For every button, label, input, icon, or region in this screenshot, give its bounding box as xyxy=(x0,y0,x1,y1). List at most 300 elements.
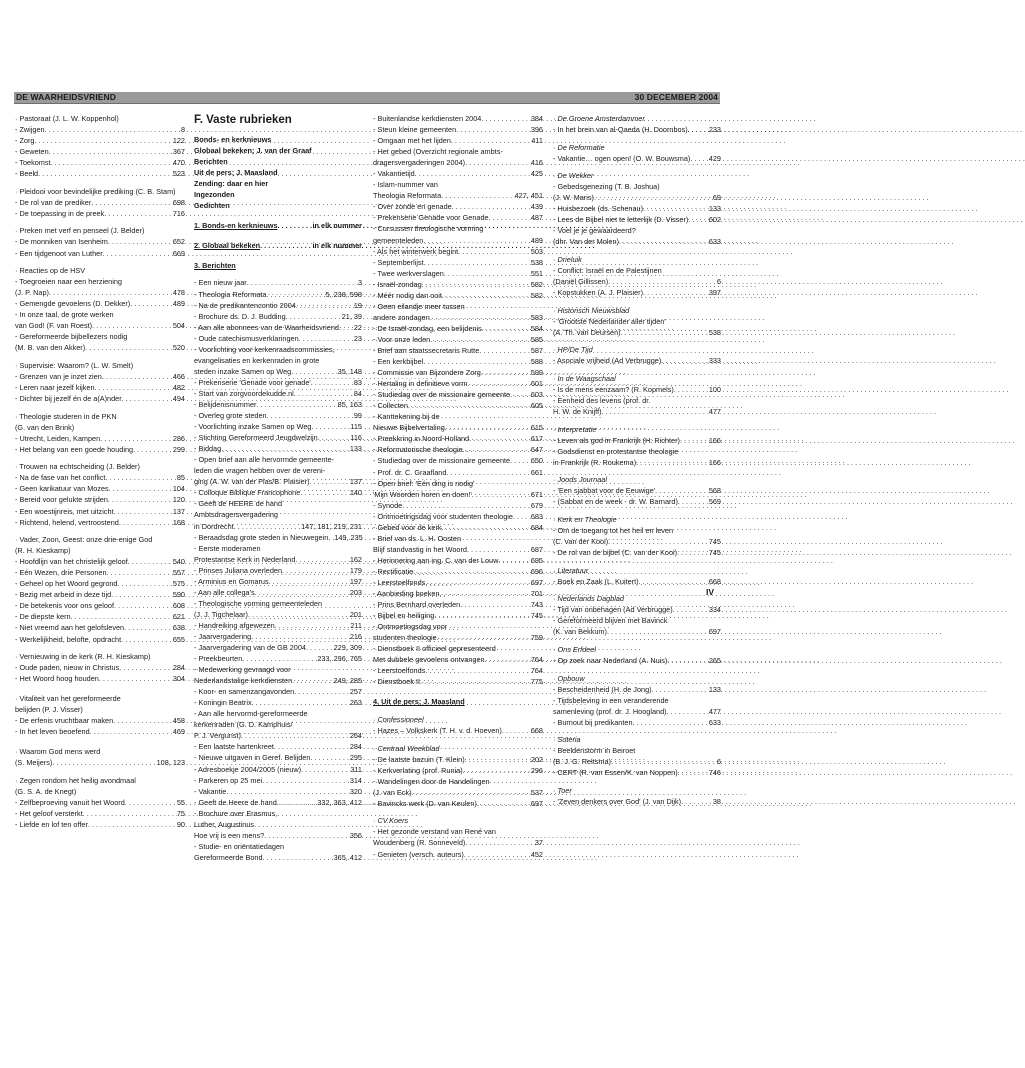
index-line: - Tijdsbeleving in een veranderende xyxy=(553,695,669,705)
index-entry xyxy=(15,124,185,135)
entry-page-ref: 411 xyxy=(531,136,543,146)
entry-title: - Overleg grote steden xyxy=(194,411,267,421)
index-line: - Kanttekening bij de xyxy=(373,412,440,422)
entry-page-ref: 601 xyxy=(530,379,543,389)
entry-page-ref: 478 xyxy=(172,288,185,298)
index-entry xyxy=(373,632,543,643)
series-heading: · Supervisie: Waarom? (L. W. Smelt) xyxy=(15,360,134,370)
source-heading: · De Wekker xyxy=(553,171,594,181)
dot-leader xyxy=(119,517,173,528)
entry-page-ref: 745 xyxy=(708,537,721,547)
index-entry xyxy=(553,384,721,395)
dot-leader xyxy=(275,620,351,631)
entry-title: - Lees de Bijbel niet te letterlijk (D. Visser) xyxy=(553,215,689,225)
index-entry xyxy=(373,257,543,268)
index-entry xyxy=(373,345,543,356)
index-line: evangelisaties en kerkenraden in grote xyxy=(194,355,320,365)
entry-page-ref: 697 xyxy=(708,627,721,637)
dot-leader xyxy=(274,741,350,752)
index-entry xyxy=(373,599,543,610)
entry-page-ref: 638 xyxy=(172,623,185,633)
entry-page-ref: 249, 285 xyxy=(333,676,362,686)
dot-leader xyxy=(423,235,531,246)
dot-leader xyxy=(513,511,531,522)
entry-page-ref: 108, 123 xyxy=(156,758,185,768)
dot-leader xyxy=(121,634,173,645)
dot-leader xyxy=(458,246,531,257)
entry-page-ref: 233, 296, 765 xyxy=(317,654,362,664)
index-entry xyxy=(553,287,721,298)
dot-leader xyxy=(104,208,173,219)
index-line: - Gebedsgenezing (T. B. Joshua) xyxy=(553,182,660,192)
dot-leader xyxy=(412,787,531,798)
entry-page-ref: 697 xyxy=(530,577,543,587)
index-entry xyxy=(194,476,362,487)
dot-leader xyxy=(437,632,531,643)
entry-page-ref: 569 xyxy=(708,497,721,507)
entry-page-ref: 257 xyxy=(349,687,362,697)
dot-leader xyxy=(440,588,531,599)
index-entry xyxy=(194,289,362,300)
index-entry xyxy=(15,444,185,455)
entry-title: Hoe vrij is een mens? xyxy=(194,830,265,840)
index-entry xyxy=(15,634,185,645)
entry-title: - 'Zeven denkers over God' (J. van Dijk) xyxy=(553,796,682,806)
entry-page-ref: 602 xyxy=(708,215,721,225)
page-number: IV xyxy=(706,587,715,597)
index-entry xyxy=(373,577,543,588)
entry-page-ref: 311 xyxy=(350,764,362,774)
series-heading: · Zegen rondom het heilig avondmaal xyxy=(15,775,136,785)
dot-leader xyxy=(498,555,530,566)
entry-page-ref: 85 xyxy=(176,473,185,483)
entry-title: - Studiedag over de missionaire gemeente xyxy=(373,390,511,400)
dot-leader xyxy=(678,767,709,778)
series-heading: · Vitaliteit van het gereformeerde xyxy=(15,694,121,704)
entry-page-ref: 265 xyxy=(708,655,721,665)
dot-leader xyxy=(301,764,350,775)
index-line: - 'Grootste Nederlander aller tijden' xyxy=(553,316,666,326)
index-entry xyxy=(194,410,362,421)
entry-title: - Over zonde en genade xyxy=(373,202,452,212)
entry-page-ref: 584 xyxy=(530,323,543,333)
dot-leader xyxy=(460,599,531,610)
index-entry xyxy=(373,378,543,389)
dot-leader xyxy=(264,830,350,841)
entry-title: - Koningin Beatrix xyxy=(194,698,252,708)
entry-title: - Als het winterwerk begint xyxy=(373,246,459,256)
entry-title: - 'Een sjabbat voor de Eeuwige' xyxy=(553,486,656,496)
rubric-title: 4. Uit de pers; J. Maasland xyxy=(373,697,465,707)
entry-page-ref: 716 xyxy=(172,208,185,218)
entry-title: (S. Meijers) xyxy=(15,758,53,768)
entry-page-ref: 284 xyxy=(172,663,185,673)
entry-page-ref: 233 xyxy=(708,125,721,135)
entry-title: - Koor- en samenzangavonden xyxy=(194,687,295,697)
entry-page-ref: 520 xyxy=(172,343,185,353)
index-line: - Ontmoetingsdag voor xyxy=(373,622,448,632)
entry-title: - Niet vreemd aan het gelofsleven xyxy=(15,623,125,633)
index-entry xyxy=(194,388,362,399)
rubric-heading xyxy=(373,696,543,707)
index-entry xyxy=(194,697,362,708)
dot-leader xyxy=(643,287,709,298)
entry-title: P. J. Vergunst) xyxy=(194,731,241,741)
entry-title: van God! (F. van Roest) xyxy=(15,321,93,331)
entry-page-ref: 775 xyxy=(530,677,543,687)
index-entry xyxy=(373,511,543,522)
index-entry xyxy=(373,467,543,478)
dot-leader xyxy=(294,686,350,697)
entry-title: - Aanbieding boeken xyxy=(373,589,440,599)
dot-leader xyxy=(221,443,350,454)
dot-leader xyxy=(465,837,535,848)
series-heading: · Vernieuwing in de kerk (R. H. Kieskamp) xyxy=(15,652,151,662)
entry-title: - Richtend, helend, vertroostend xyxy=(15,517,119,527)
dot-leader xyxy=(242,653,317,664)
dot-leader xyxy=(103,248,173,259)
index-line: - Voorlichting voor kerkenraadscommissies, xyxy=(194,344,335,354)
index-entry xyxy=(373,676,543,687)
index-column-3 xyxy=(373,113,543,860)
index-entry xyxy=(15,578,185,589)
dot-leader xyxy=(38,168,173,179)
entry-title: - Méér nodig dan ooit xyxy=(373,290,442,300)
index-entry xyxy=(553,655,721,666)
entry-title: - Prekenserie 'Genade voor genade' xyxy=(194,377,311,387)
dot-leader xyxy=(102,371,173,382)
index-entry xyxy=(194,642,362,653)
dot-leader xyxy=(667,655,708,666)
index-entry xyxy=(194,240,362,251)
index-line: - Beeldenstorm in Beiroet xyxy=(553,746,636,756)
source-heading: · Confessioneel xyxy=(373,714,424,724)
entry-page-ref: 746 xyxy=(708,768,721,778)
dot-leader xyxy=(49,146,173,157)
entry-page-ref: 583 xyxy=(530,312,543,322)
dot-leader xyxy=(260,240,312,251)
entry-page-ref: 90 xyxy=(176,820,185,830)
entry-page-ref: 115 xyxy=(350,422,362,432)
entry-page-ref: 668 xyxy=(708,576,721,586)
entry-page-ref: 203 xyxy=(349,587,362,597)
index-entry xyxy=(15,819,185,830)
entry-title: (J. W. Maris) xyxy=(553,193,594,203)
index-entry xyxy=(194,775,362,786)
index-entry xyxy=(373,312,543,323)
index-entry xyxy=(553,406,721,417)
entry-page-ref: 743 xyxy=(530,600,543,610)
entry-title: - Burnout bij predikanten xyxy=(553,717,633,727)
dot-leader xyxy=(114,506,173,517)
dot-leader xyxy=(608,536,709,547)
index-entry xyxy=(194,631,362,642)
entry-title: - Jaarvergadering xyxy=(194,631,252,641)
entry-title: - Colloque Biblique Francophone xyxy=(194,488,301,498)
index-line: Ambtsdragersvergadering xyxy=(194,510,278,520)
dot-leader xyxy=(269,576,350,587)
index-line: Luther, Augustinus xyxy=(194,819,255,829)
entry-title: - Herinnering aan ing. C. van der Louw xyxy=(373,555,499,565)
dot-leader xyxy=(425,665,530,676)
entry-title: 1. Bonds-en kerknieuws xyxy=(194,220,278,230)
index-entry xyxy=(15,517,185,528)
entry-title: - CERT (R. van Essen/K. van Noppen) xyxy=(553,768,678,778)
dot-leader xyxy=(602,406,709,417)
entry-title: - De diepste kern xyxy=(15,612,71,622)
entry-title: - Genieten (versch. auteurs) xyxy=(373,849,464,859)
entry-title: - Prekenserie Genade voor Genade xyxy=(373,213,489,223)
entry-page-ref: 264 xyxy=(349,731,362,741)
entry-title: - Asociale vrijheid (Ad Verbrugge) xyxy=(553,356,662,366)
entry-title: - Kerkverlating (prof. Runia) xyxy=(373,765,463,775)
entry-title: - Zwijgen xyxy=(15,125,45,135)
entry-title: (M. B. van den Akker) xyxy=(15,343,86,353)
entry-title: - Gebed voor de kerk xyxy=(373,522,442,532)
entry-page-ref: 588 xyxy=(530,357,543,367)
entry-title: - Hoofdlijn van het christelijk geloof xyxy=(15,557,128,567)
index-entry xyxy=(194,852,362,863)
entry-page-ref: 286 xyxy=(172,433,185,443)
index-entry xyxy=(373,168,543,179)
entry-page-ref: 314 xyxy=(349,775,362,785)
index-entry xyxy=(194,786,362,797)
index-entry xyxy=(194,576,362,587)
entry-title: - Steun kleine gemeenten xyxy=(373,125,457,135)
dot-leader xyxy=(643,203,709,214)
dot-leader xyxy=(133,444,173,455)
index-entry xyxy=(194,620,362,631)
dot-leader xyxy=(681,796,713,807)
entry-page-ref: 365, 412 xyxy=(333,852,362,862)
entry-page-ref: 21, 39 xyxy=(341,311,362,321)
entry-title: (J. P. Nap) xyxy=(15,288,49,298)
entry-page-ref: 523 xyxy=(172,169,185,179)
index-entry xyxy=(373,849,543,860)
entry-title: - De rol van de prediker xyxy=(15,197,92,207)
entry-page-ref: 537 xyxy=(530,787,543,797)
dot-leader xyxy=(611,756,717,767)
index-entry xyxy=(373,610,543,621)
index-entry xyxy=(553,547,721,558)
series-heading: · Trouwen na echtscheiding (J. Belder) xyxy=(15,462,140,472)
entry-page-ref: 84 xyxy=(353,388,362,398)
entry-page-ref: 201 xyxy=(349,609,362,619)
dot-leader xyxy=(100,433,173,444)
series-heading: · Preken met verf en penseel (J. Belder) xyxy=(15,226,145,236)
entry-title: - Hertaling in definitieve vorm xyxy=(373,379,468,389)
index-entry xyxy=(553,706,721,717)
entry-page-ref: 697 xyxy=(530,798,543,808)
index-line: - Islam-nummer van xyxy=(373,180,438,190)
entry-page-ref: 6 xyxy=(716,757,721,767)
entry-page-ref: 202 xyxy=(530,754,543,764)
entry-title: - Voor onze leden xyxy=(373,334,431,344)
spacer xyxy=(15,684,185,693)
index-entry xyxy=(373,798,543,809)
entry-title: - Beeld xyxy=(15,169,39,179)
index-entry xyxy=(553,536,721,547)
index-entry xyxy=(15,248,185,259)
entry-title: in Frankrijk (R. Roukema) xyxy=(553,457,637,467)
entry-page-ref: 5, 238, 598 xyxy=(325,289,362,299)
entry-title: (dhr. Van der Molen) xyxy=(553,237,619,247)
index-entry xyxy=(15,715,185,726)
dot-leader xyxy=(633,717,709,728)
dot-leader xyxy=(678,496,709,507)
dot-leader xyxy=(621,327,709,338)
index-entry xyxy=(373,334,543,345)
index-entry xyxy=(194,322,362,333)
entry-page-ref: 661 xyxy=(530,467,543,477)
entry-page-ref: 504 xyxy=(172,321,185,331)
index-line: - Voel je je gewaardeerd? xyxy=(553,226,636,236)
entry-page-ref: 320 xyxy=(349,786,362,796)
index-entry xyxy=(194,797,362,808)
entry-page-ref: 489 xyxy=(172,299,185,309)
entry-page-ref: 166 xyxy=(708,435,721,445)
section-heading: F. Vaste rubrieken xyxy=(194,114,292,126)
entry-title: - Leren naar jezelf kijken xyxy=(15,383,95,393)
entry-title: 'Mijn Woorden horen en doen!' xyxy=(373,489,472,499)
dot-leader xyxy=(464,849,531,860)
entry-page-ref: 137 xyxy=(172,506,185,516)
index-entry xyxy=(373,190,543,201)
entry-page-ref: 55 xyxy=(176,798,185,808)
series-heading: · Reacties op de HSV xyxy=(15,266,86,276)
entry-page-ref: 263 xyxy=(349,698,362,708)
dot-leader xyxy=(639,576,709,587)
entry-title: Met dubbele gevoelens ontvangen xyxy=(373,655,485,665)
dot-leader xyxy=(296,300,354,311)
entry-title: - Grenzen van je inzet zien xyxy=(15,371,102,381)
entry-page-ref: 745 xyxy=(530,611,543,621)
dot-leader xyxy=(415,168,531,179)
index-entry xyxy=(15,483,185,494)
index-line: - Open brief: 'Eén ding is nodig' xyxy=(373,478,475,488)
dot-leader xyxy=(85,342,173,353)
spacer xyxy=(15,737,185,746)
dot-leader xyxy=(267,410,354,421)
dot-leader xyxy=(234,521,301,532)
entry-page-ref: 494 xyxy=(172,394,185,404)
entry-title: - Na de fase van het conflict xyxy=(15,473,106,483)
index-entry xyxy=(553,214,721,225)
index-entry xyxy=(373,522,543,533)
dot-leader xyxy=(422,279,531,290)
dot-leader xyxy=(107,567,173,578)
index-entry xyxy=(15,433,185,444)
index-entry xyxy=(373,588,543,599)
index-entry xyxy=(15,393,185,404)
index-entry xyxy=(194,366,362,377)
entry-title: steden inzake Samen op Weg xyxy=(194,366,292,376)
dot-leader xyxy=(477,798,531,809)
entry-page-ref: 416 xyxy=(530,158,543,168)
index-entry xyxy=(373,212,543,223)
entry-page-ref: 650 xyxy=(530,456,543,466)
entry-page-ref: 100 xyxy=(708,384,721,394)
entry-page-ref: 69 xyxy=(712,193,721,203)
entry-page-ref: 587 xyxy=(530,345,543,355)
index-entry xyxy=(373,400,543,411)
entry-title: - Oude paden, nieuw in Christus xyxy=(15,663,120,673)
entry-title: Nederlandstalige kerkdiensten xyxy=(194,676,293,686)
entry-page-ref: 621 xyxy=(172,612,185,622)
entry-page-ref: 701 xyxy=(530,589,543,599)
entry-title: (Daniël Gillissen) xyxy=(553,277,609,287)
dot-leader xyxy=(299,333,354,344)
entry-title: - Vakantietijd xyxy=(373,169,415,179)
rubric-title: 3. Berichten xyxy=(194,260,236,270)
entry-title: - Is de mens eenzaam? (R. Kopmels) xyxy=(553,384,674,394)
index-entry xyxy=(15,506,185,517)
entry-page-ref: 489 xyxy=(530,235,543,245)
entry-page-ref: 603 xyxy=(530,390,543,400)
publication-name: DE WAARHEIDSVRIEND xyxy=(16,92,117,102)
index-entry xyxy=(15,589,185,600)
index-entry xyxy=(553,576,721,587)
entry-page-ref: 575 xyxy=(172,579,185,589)
entry-page-ref: 147, 181, 219, 231 xyxy=(301,521,362,531)
index-entry xyxy=(15,556,185,567)
index-entry xyxy=(373,787,543,798)
entry-page-ref: 295 xyxy=(349,753,362,763)
entry-title: - Geheel op het Woord gegrond xyxy=(15,579,118,589)
dot-leader xyxy=(34,135,172,146)
entry-title: - Een laatste hartenkreet xyxy=(194,742,274,752)
index-line: - Open brief aan alle hervormde gemeente- xyxy=(194,455,334,465)
index-entry xyxy=(373,500,543,511)
entry-page-ref: 669 xyxy=(172,248,185,258)
entry-title: - Bereid voor gelukte strijden xyxy=(15,495,108,505)
entry-title: - In het brein van al-Qaeda (H. Doornbos) xyxy=(553,125,688,135)
entry-page-ref: 503 xyxy=(530,246,543,256)
entry-page-ref: 582 xyxy=(530,279,543,289)
entry-page-ref: 655 xyxy=(172,634,185,644)
source-heading: · Ons Erfdeel xyxy=(553,644,596,654)
entry-title: - De erfenis vruchtbaar maken xyxy=(15,716,114,726)
index-entry xyxy=(15,808,185,819)
entry-title: in Dordrecht xyxy=(194,521,234,531)
index-line: - Theologische vorming gemeenteleden xyxy=(194,598,323,608)
entry-page-ref: 179 xyxy=(349,565,362,575)
entry-title: dragersvergaderingen 2004) xyxy=(373,158,466,168)
entry-page-ref: 396 xyxy=(530,125,543,135)
index-entry xyxy=(194,752,362,763)
entry-title: - Een woestijnreis, met uitzicht xyxy=(15,506,114,516)
index-entry xyxy=(15,382,185,393)
dot-leader xyxy=(292,675,333,686)
dot-leader xyxy=(472,489,531,500)
source-heading: · Centraal Weekblad xyxy=(373,743,440,753)
index-entry xyxy=(194,764,362,775)
index-entry xyxy=(194,521,362,532)
index-entry xyxy=(373,367,543,378)
dot-leader xyxy=(124,622,173,633)
entry-title: (A. Th. van Deursen) xyxy=(553,327,621,337)
entry-page-ref: 458 xyxy=(172,716,185,726)
entry-page-ref: 122 xyxy=(172,136,185,146)
entry-page-ref: 427, 451 xyxy=(514,191,543,201)
dot-leader xyxy=(420,676,531,687)
entry-title: - Aan alle collega's xyxy=(194,587,255,597)
entry-title: Blijf standvastig in het Woord xyxy=(373,544,467,554)
entry-page-ref: 22 xyxy=(353,322,362,332)
dot-leader xyxy=(413,566,531,577)
source-heading: · CV.Koers xyxy=(373,816,409,826)
dot-leader xyxy=(282,565,350,576)
